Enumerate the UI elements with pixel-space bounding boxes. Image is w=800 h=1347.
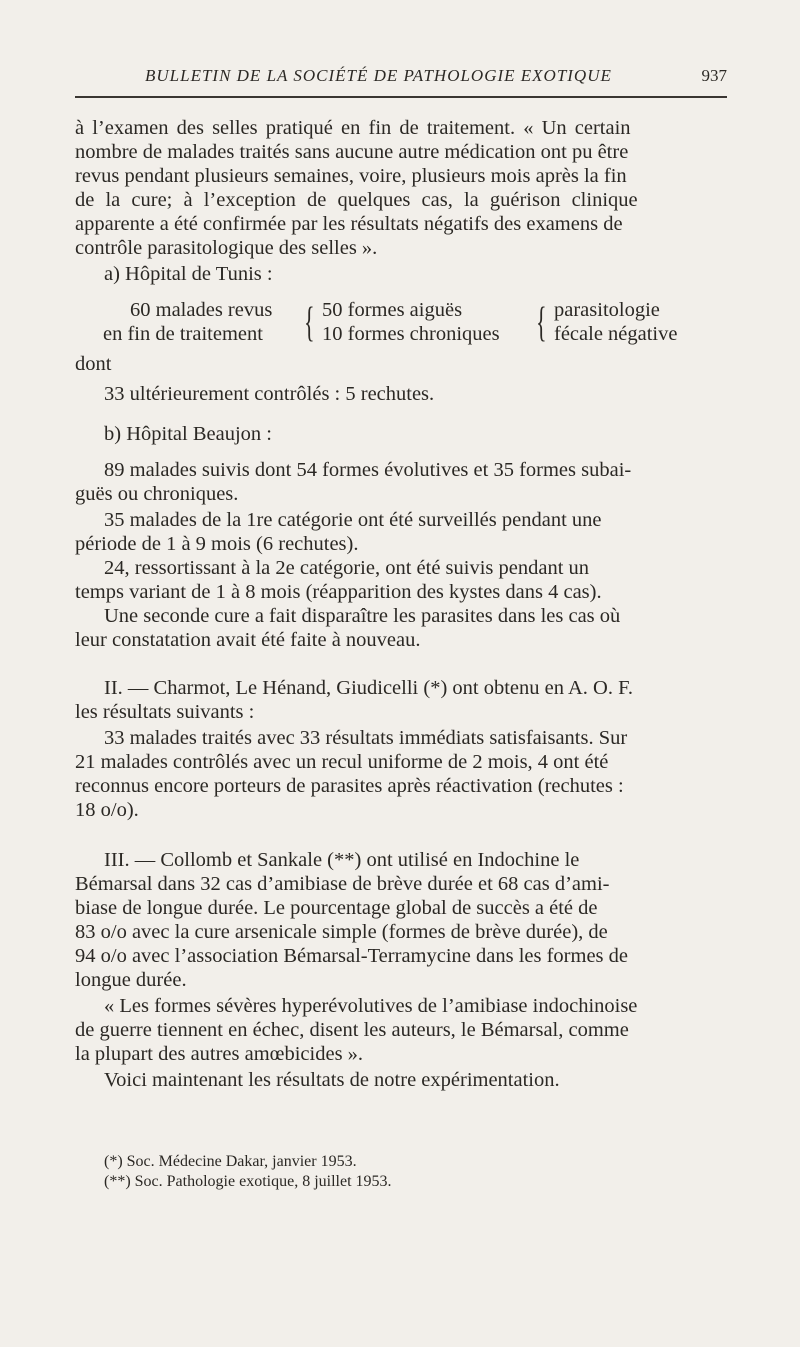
body-line: guës ou chroniques.	[75, 483, 239, 505]
section-heading: b) Hôpital Beaujon :	[104, 423, 272, 445]
body-line: les résultats suivants :	[75, 701, 255, 723]
running-title: BULLETIN DE LA SOCIÉTÉ DE PATHOLOGIE EXOTIQUE	[145, 66, 612, 85]
body-line: Une seconde cure a fait disparaître les parasites dans les cas où	[104, 605, 621, 627]
body-line: longue durée.	[75, 969, 187, 991]
body-line: nombre de malades traités sans aucune autre médication ont pu être	[75, 141, 629, 163]
footnote: (*) Soc. Médecine Dakar, janvier 1953.	[104, 1153, 357, 1170]
body-line: 89 malades suivis dont 54 formes évolutives et 35 formes subai-	[104, 459, 632, 481]
body-line: III. — Collomb et Sankale (**) ont utilisé en Indochine le	[104, 849, 580, 871]
table-cell: parasitologie	[554, 299, 660, 321]
body-line: de guerre tiennent en échec, disent les auteurs, le Bémarsal, comme	[75, 1019, 629, 1041]
body-line: la plupart des autres amœbicides ».	[75, 1043, 364, 1065]
body-line: reconnus encore porteurs de parasites après réactivation (rechutes :	[75, 775, 624, 797]
body-line: 33 ultérieurement contrôlés : 5 rechutes.	[104, 383, 435, 405]
body-line: 24, ressortissant à la 2e catégorie, ont été suivis pendant un	[104, 557, 590, 579]
table-cell: 10 formes chroniques	[322, 323, 500, 345]
body-line: 94 o/o avec l’association Bémarsal-Terramycine dans les formes de	[75, 945, 628, 967]
body-line: 18 o/o).	[75, 799, 139, 821]
body-line: 83 o/o avec la cure arsenicale simple (formes de brève durée), de	[75, 921, 608, 943]
body-line: 21 malades contrôlés avec un recul uniforme de 2 mois, 4 ont été	[75, 751, 609, 773]
table-cell: en fin de traitement	[103, 323, 263, 345]
body-line: à l’examen des selles pratiqué en fin de traitement. « Un certain	[75, 117, 631, 139]
body-line: 35 malades de la 1re catégorie ont été surveillés pendant une	[104, 509, 602, 531]
body-line: période de 1 à 9 mois (6 rechutes).	[75, 533, 359, 555]
body-line: temps variant de 1 à 8 mois (réapparition des kystes dans 4 cas).	[75, 581, 602, 603]
body-line: II. — Charmot, Le Hénand, Giudicelli (*) ont obtenu en A. O. F.	[104, 677, 633, 699]
body-line: Bémarsal dans 32 cas d’amibiase de brève durée et 68 cas d’ami-	[75, 873, 610, 895]
body-line: leur constatation avait été faite à nouveau.	[75, 629, 421, 651]
brace-icon: {	[304, 298, 315, 346]
body-line: apparente a été confirmée par les résultats négatifs des examens de	[75, 213, 623, 235]
body-line: « Les formes sévères hyperévolutives de l’amibiase indochinoise	[104, 995, 638, 1017]
table-cell: 50 formes aiguës	[322, 299, 463, 321]
footnote: (**) Soc. Pathologie exotique, 8 juillet 1953.	[104, 1173, 392, 1190]
table-cell: dont	[75, 353, 112, 375]
running-header	[75, 62, 727, 98]
body-line: de la cure; à l’exception de quelques cas, la guérison clinique	[75, 189, 638, 211]
table-cell: 60 malades revus	[130, 299, 273, 321]
brace-icon: {	[536, 298, 547, 346]
body-line: biase de longue durée. Le pourcentage global de succès a été de	[75, 897, 598, 919]
page-number: 937	[701, 66, 727, 85]
body-line: contrôle parasitologique des selles ».	[75, 237, 378, 259]
body-line: Voici maintenant les résultats de notre expérimentation.	[104, 1069, 560, 1091]
table-cell: fécale négative	[554, 323, 678, 345]
body-line: 33 malades traités avec 33 résultats immédiats satisfaisants. Sur	[104, 727, 628, 749]
section-heading: a) Hôpital de Tunis :	[104, 263, 273, 285]
body-line: revus pendant plusieurs semaines, voire, plusieurs mois après la fin	[75, 165, 627, 187]
